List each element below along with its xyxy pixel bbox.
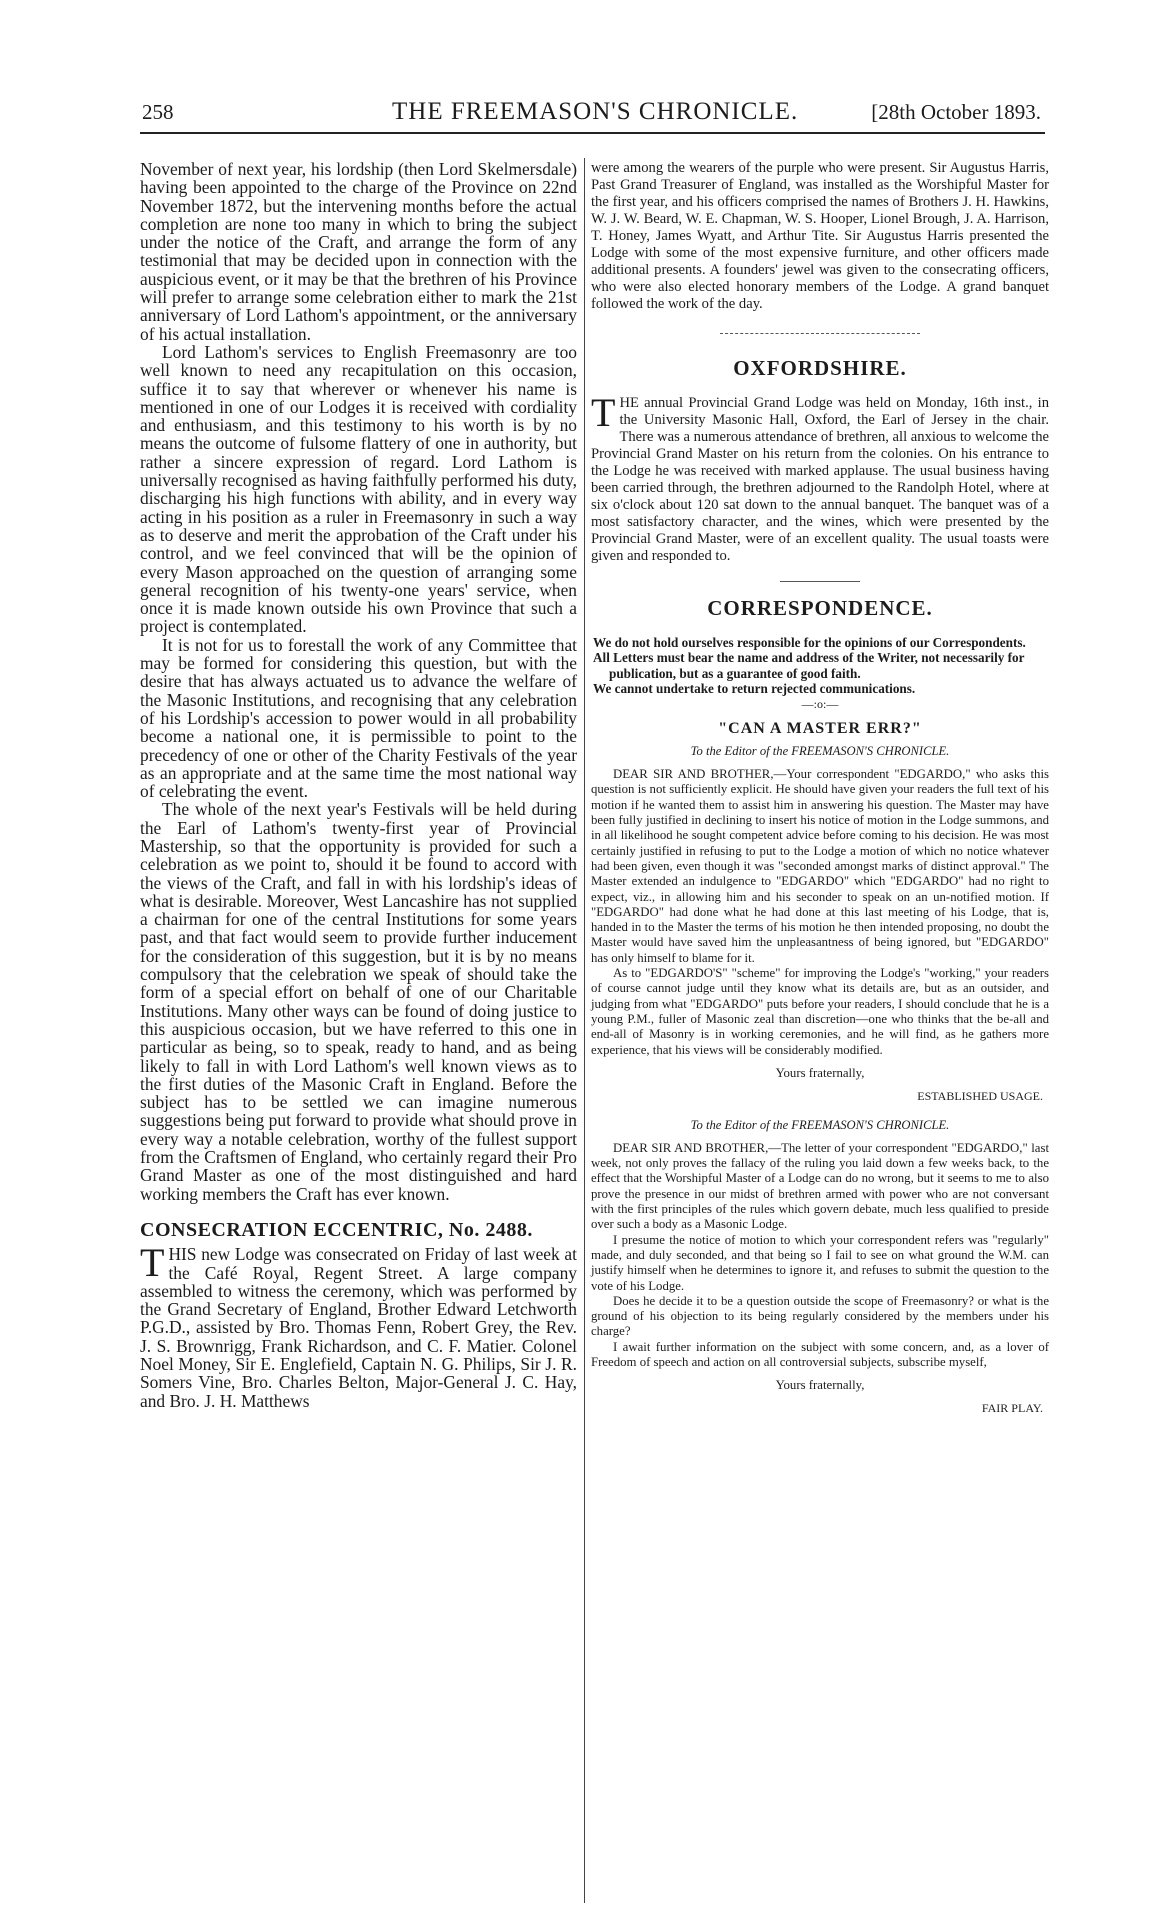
article-paragraph: The whole of the next year's Festivals will be held during the Earl of Lathom's twenty-first year of Provincial Mastership, so that the opportunity is provided for such a celebration as we point to, should it be found to accord with the views of the Craft, and fall in with his lordship's ideas of what is desirable. Moreover, West Lancashire has not supplied a chairman for one of the central Institutions for some years past, and that fact would seem to provide further inducement for the consideration of this suggestion, but it is by no means compulsory that the celebration we speak of should take the form of a special effort on behalf of one of our Charitable Institutions. Many other ways can be found of doing justice to this auspicious occasion, but we have referred to this one in particular as being, so to speak, ready to hand, and as being likely to fall in with Lord Lathom's well known views as to the first duties of the Masonic Craft in England. Before the subject has to be settled we can imagine numerous suggestions being put forward to provide what should prove in every way a notable celebration, worthy of the fullest support from the Craftsmen of England, who certainly regard their Pro Grand Master as one of the most distinguished and hard working members the Craft has ever known. [140, 799, 577, 1204]
letter-paragraph: I presume the notice of motion to which your correspondent refers was "regularly" made, and duly seconded, and that being so I fail to see on what ground the W.M. can justify himself when he determines to ignore it, and refuses to submit the question to the vote of his Lodge. [591, 1232, 1049, 1293]
article-paragraph: Lord Lathom's services to English Freemasonry are too well known to need any recapitulation on this occasion, suffice it to say that wherever or whenever his name is mentioned in one of our Lodges it is received with cordiality and enthusiasm, and this testimony to his worth is by no means the outcome of fulsome flattery of one in authority, but rather a sincere expression of regard. Lord Lathom is universally recognised as having faithfully performed his duty, discharging his high functions with ability, and in every way acting in his position as a ruler in Freemasonry in such a way as to deserve and merit the approbation of the Craft under his control, and we feel convinced that will be the opinion of every Mason approached on the question of arranging some general recognition of his twenty-one years' service, when once it is made known outside his own Province that such a project is contemplated. [140, 341, 577, 637]
letter-paragraph: I await further information on the subject with some concern, and, as a lover of Freedom of speech and action on all controversial subjects, subscribe myself, [591, 1339, 1049, 1369]
page-header [140, 98, 1045, 134]
left-column [140, 160, 577, 1410]
letter-closing: Yours fraternally, [775, 1378, 865, 1393]
ornament-divider: —:o:— [801, 697, 839, 712]
letter-paragraph: Does he decide it to be a question outside the scope of Freemasonry? or what is the ground of his objection to its being regularly considered by the members under his charge? [591, 1293, 1049, 1339]
publication-title: THE FREEMASON'S CHRONICLE. [392, 98, 799, 125]
issue-date: [28th October 1893. [871, 100, 1041, 124]
letter-paragraph: DEAR SIR AND BROTHER,—Your correspondent "EDGARDO," who asks this question is not sufficiently explicit. He should have given your readers the full text of his motion if he wanted them to assist him in answering his question. The Master may have been fully justified in declining to insert his notice of motion in the Lodge summons, and in all likelihood he sought competent advice before coming to his decision. He was most certainly justified in refusing to put to the Lodge a motion of which no notice whatever had been given, even though it was "seconded amongst marks of distinct approval." The Master extended an indulgence to "EDGARDO" which "EDGARDO" had no right to expect, viz., in allowing him and his seconder to speak on an un-notified motion. If "EDGARDO" had done what he had done at this last meeting of his Lodge, that is, handed in to the Master the terms of his motion he then intended proposing, no doubt the Master would have saved him the unpleasantness of being ignored, but "EDGARDO" has only himself to blame for it. [591, 767, 1049, 965]
editor-salutation: To the Editor of the FREEMASON'S CHRONICLE. [690, 1117, 950, 1132]
article-paragraph: November of next year, his lordship (then Lord Skelmersdale) having been appointed to the charge of the Province on 22nd November 1872, but the intervening months before the actual completion are none too many in which to bring the subject under the notice of the Craft, and arrange the form of any testimonial that may be decided upon in connection with the auspicious event, or it may be that the brethren of his Province will prefer to arrange some celebration either to mark the 21st anniversary of Lord Lathom's appointment, or the anniversary of his actual installation. [140, 159, 577, 344]
consecration-continuation: were among the wearers of the purple who were present. Sir Augustus Harris, Past Grand Treasurer of England, was installed as the Worshipful Master for the first year, and his officers comprised the names of Brothers J. H. Hawkins, W. J. W. Beard, W. E. Chapman, W. S. Hooper, Lionel Brough, J. A. Harrison, T. Honey, James Wyatt, and Arthur Tite. Sir Augustus Harris presented the Lodge with some of the most expensive furniture, and other officers made additional presents. A founders' jewel was given to the consecrating officers, who were also elected honorary members of the Lodge. A grand banquet followed the work of the day. [591, 160, 1049, 312]
editorial-note: We do not hold ourselves responsible for the opinions of our Correspondents. [593, 635, 1026, 650]
oxfordshire-heading: OXFORDSHIRE. [733, 356, 907, 380]
page-number: 258 [142, 100, 174, 124]
column-divider [584, 158, 585, 1903]
editor-salutation: To the Editor of the FREEMASON'S CHRONICLE. [690, 744, 950, 759]
letter-title: "CAN A MASTER ERR?" [718, 720, 922, 738]
letter-closing: Yours fraternally, [775, 1065, 865, 1080]
correspondence-heading: CORRESPONDENCE. [707, 596, 933, 620]
section-rule [720, 333, 920, 334]
section-rule [780, 581, 860, 582]
article-paragraph: It is not for us to forestall the work of any Committee that may be formed for considering this question, but with the desire that has always actuated us to advance the welfare of the Masonic Institutions, and recognising that any celebration of his Lordship's accession to power would in all probability become a national one, it is permissible to point to the precedency of one or other of the Charity Festivals of the year as an appropriate and at the same time the most national way of celebrating the event. [140, 634, 577, 802]
drop-cap: T [140, 1240, 165, 1286]
letter-signature: ESTABLISHED USAGE. [917, 1088, 1043, 1103]
consecration-heading: CONSECRATION ECCENTRIC, No. 2488. [140, 1218, 533, 1241]
consecration-paragraph [140, 1240, 577, 1411]
consecration-text: HIS new Lodge was consecrated on Friday of last week at the Café Royal, Regent Street. A large company assembled to witness the ceremony, which was performed by the Grand Secretary of England, Brother Edward Letchworth P.G.D., assisted by Bro. Thomas Fenn, Robert Grey, the Rev. J. S. Brownrigg, Frank Richardson, and C. F. Matier. Colonel Noel Money, Sir E. Englefield, Captain N. G. Philips, Sir J. R. Somers Vine, Bro. Charles Belton, Major-General J. C. Hay, and Bro. J. H. Matthews [140, 1244, 577, 1411]
oxfordshire-paragraph [591, 390, 1049, 565]
editorial-note: We cannot undertake to return rejected communications. [593, 680, 916, 696]
drop-cap: T [591, 390, 616, 435]
oxfordshire-text: HE annual Provincial Grand Lodge was held on Monday, 16th inst., in the University Masonic Hall, Oxford, the Earl of Jersey in the chair. There was a numerous attendance of brethren, all anxious to welcome the Provincial Grand Master on his return from the colonies. On his entrance to the Lodge he was received with marked applause. The usual business having been carried through, the brethren adjourned to the Randolph Hotel, where at six o'clock about 120 sat down to the annual banquet. The banquet was of a most satisfactory character, and the wines, which were presented by the Provincial Grand Master, were of an excellent quality. The usual toasts were given and responded to. [591, 395, 1049, 564]
letter-paragraph: As to "EDGARDO'S" "scheme" for improving the Lodge's "working," your readers of course cannot judge until they know what its details are, but as an outsider, and judging from what "EDGARDO" puts before your readers, I should conclude that he is a young P.M., fuller of Masonic zeal than discretion—one who thinks that the be-all and end-all of Masonry is in working ceremonies, and he will find, as he gathers more experience, that his views will be considerably modified. [591, 966, 1049, 1057]
letter-paragraph: DEAR SIR AND BROTHER,—The letter of your correspondent "EDGARDO," last week, not only proves the fallacy of the ruling you laid down a few weeks back, to the effect that the Worshipful Master of a Lodge can do no wrong, but it seems to me to also prove the presence in our midst of brethren armed with power who are not conversant with the first principles of the rules which govern debate, much less qualified to preside over such a body as a Masonic Lodge. [591, 1140, 1049, 1232]
editorial-note: All Letters must bear the name and address of the Writer, not necessarily for publication, but as a guarantee of good faith. [593, 650, 1025, 681]
right-column [591, 160, 1049, 1416]
letter-signature: FAIR PLAY. [981, 1401, 1043, 1416]
